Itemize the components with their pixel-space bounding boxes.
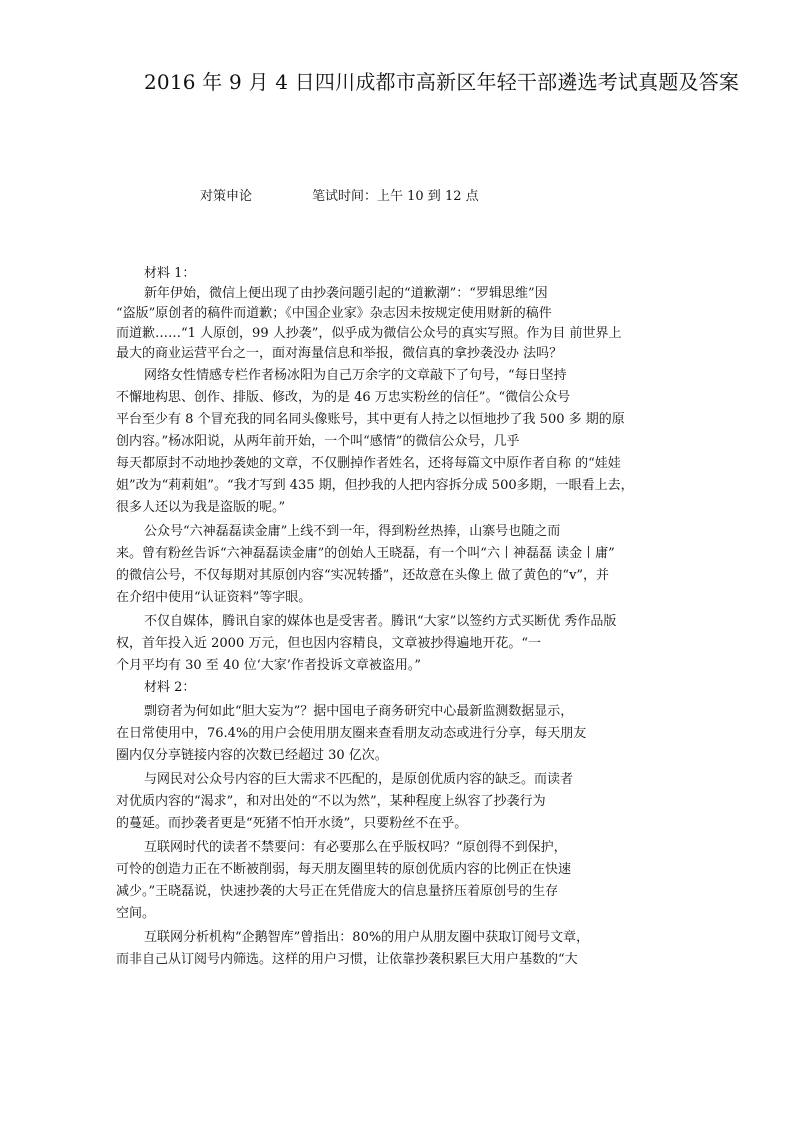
text-line: 对优质内容的“渴求”，和对出处的“不以为然”，某种程度上纵容了抄袭行为 (116, 794, 546, 809)
text-line: 权，首年投入近 2000 万元，但也因内容精良，文章被抄得遍地开花。“一 (116, 636, 541, 651)
text-line: 最大的商业运营平台之一，面对海量信息和举报，微信真的拿抄袭没办 法吗？ (116, 346, 563, 361)
text-line: 姐”改为“莉莉姐”。“我才写到 435 期，但抄我的人把内容拆分成 500多期，一眼看上去， (116, 478, 634, 493)
text-line: 可怜的创造力正在不断被削弱，每天朋友圈里转的原创优质内容的比例正在快速 (116, 862, 572, 877)
document-title: 2016 年 9 月 4 日四川成都市高新区年轻干部遴选考试真题及答案 (144, 70, 740, 94)
exam-time: 笔试时间：上午 10 到 12 点 (312, 189, 479, 204)
text-line: 减少。”王晓磊说，快速抄袭的大号正在凭借庞大的信息量挤压着原创号的生存 (116, 884, 559, 899)
exam-subject: 对策申论 (200, 189, 253, 204)
text-line: 新年伊始，微信上便出现了由抄袭问题引起的“道歉潮”：“罗辑思维”因 (144, 286, 548, 301)
text-line: 在介绍中使用“认证资料”等字眼。 (116, 590, 312, 605)
text-line: 平台至少有 8 个冒充我的同名同头像账号，其中更有人持之以恒地抄了我 500 多 期的原 (116, 412, 625, 427)
text-line: 互联网分析机构“企鹅智库”曾指出：80%的用户从朋友圈中获取订阅号文章， (144, 930, 590, 945)
text-line: 而非自己从订阅号内筛选。这样的用户习惯，让依靠抄袭积累巨大用户基数的“大 (116, 952, 578, 967)
section-heading-material-1: 材料 1： (144, 266, 196, 281)
text-line: 个月平均有 30 至 40 位‘大家’作者投诉文章被盗用。” (116, 658, 422, 673)
text-line: 公众号“六神磊磊读金庸”上线不到一年，得到粉丝热捧，山寨号也随之而 (144, 524, 561, 539)
text-line: 创内容。”杨冰阳说，从两年前开始，一个叫“感情”的微信公众号，几乎 (116, 434, 520, 449)
text-line: 很多人还以为我是盗版的呢。” (116, 500, 286, 515)
text-line: 空间。 (116, 906, 156, 921)
text-line: 圈内仅分享链接内容的次数已经超过 30 亿次。 (116, 748, 388, 763)
text-line: 不懈地构思、创作、排版、修改，为的是 46 万忠实粉丝的信任”。“微信公众号 (116, 390, 571, 405)
text-line: 网络女性情感专栏作者杨冰阳为自己万余字的文章敲下了句号，“每日坚持 (144, 368, 567, 383)
text-line: 的微信公号，不仅每期对其原创内容“实况转播”，还故意在头像上 做了黄色的“v”，并 (116, 568, 610, 583)
text-line: 剽窃者为何如此“胆大妄为”？据中国电子商务研究中心最新监测数据显示， (144, 704, 574, 719)
text-line: 来。曾有粉丝告诉“六神磊磊读金庸”的创始人王晓磊，有一个叫“六丨神磊磊 读金丨庸” (116, 546, 615, 561)
text-line: 在日常使用中，76.4%的用户会使用朋友圈来查看朋友动态或进行分享，每天朋友 (116, 726, 587, 741)
section-heading-material-2: 材料 2： (144, 680, 196, 695)
text-line: 每天都原封不动地抄袭她的文章，不仅删掉作者姓名，还将每篇文中原作者自称 的“娃娃 (116, 456, 621, 471)
text-line: 与网民对公众号内容的巨大需求不匹配的，是原创优质内容的缺乏。而读者 (144, 772, 574, 787)
text-line: 不仅自媒体，腾讯自家的媒体也是受害者。腾讯“大家”以签约方式买断优 秀作品版 (144, 614, 617, 629)
text-line: 互联网时代的读者不禁要问：有必要那么在乎版权吗？“原创得不到保护， (144, 840, 567, 855)
text-line: 的蔓延。而抄袭者更是“死猪不怕开水烫”，只要粉丝不在乎。 (116, 816, 468, 831)
text-line: 而道歉……“1 人原创，99 人抄袭”，似乎成为微信公众号的真实写照。作为目 前世界上 (116, 326, 622, 341)
text-line: “盗版”原创者的稿件而道歉；《中国企业家》杂志因未按规定使用财新的稿件 (116, 306, 552, 321)
